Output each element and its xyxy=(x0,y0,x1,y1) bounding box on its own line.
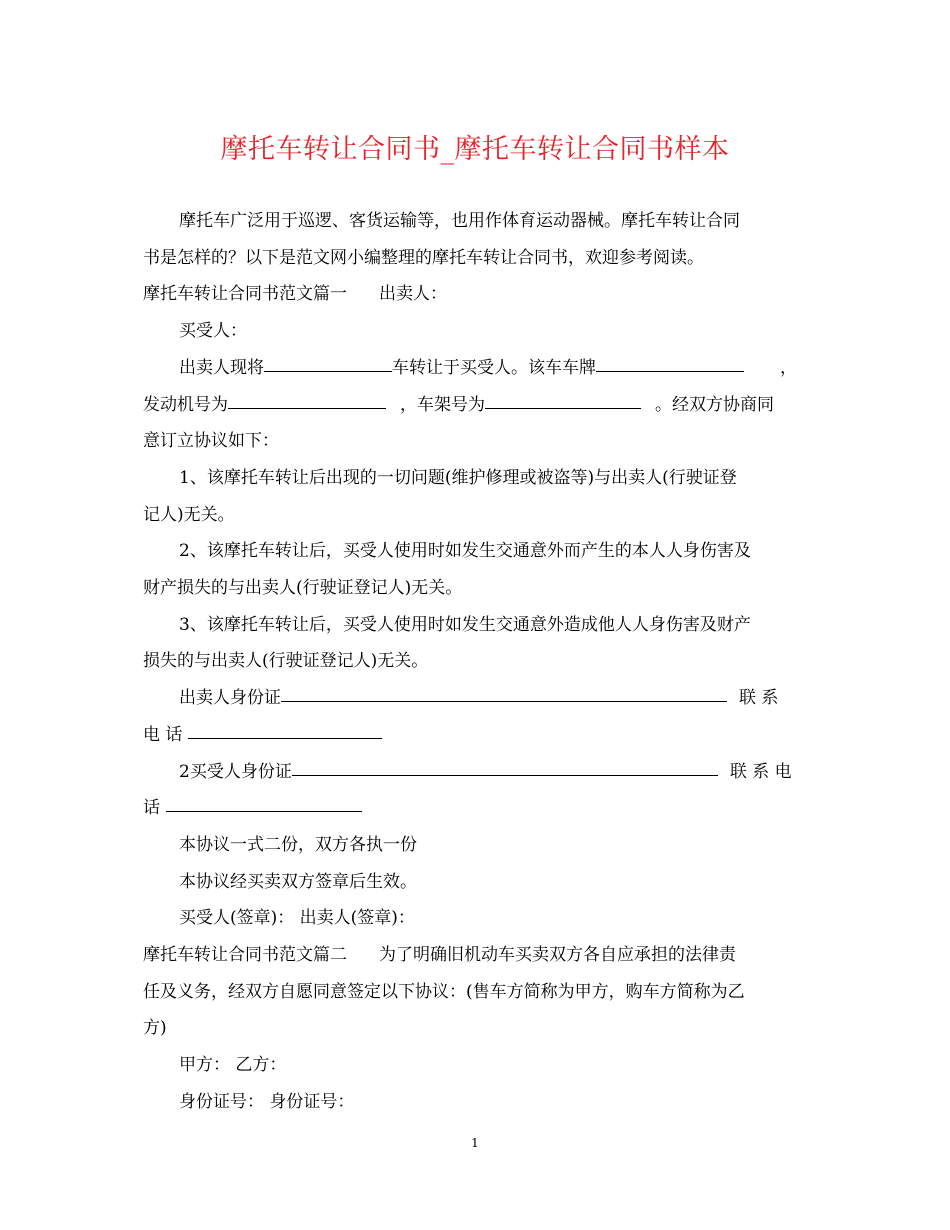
sample2-heading: 摩托车转让合同书范文篇二 xyxy=(143,945,347,966)
sample2-intro-line-1 xyxy=(143,937,807,974)
seller-id-label: 出卖人身份证 xyxy=(179,688,281,709)
vehicle-blank xyxy=(264,370,392,372)
seller-id-blank xyxy=(281,700,727,702)
transfer-text-a: 出卖人现将 xyxy=(179,357,264,378)
transfer-text-c: ， xyxy=(780,357,797,378)
signature-line: 买受人(签章)： 出卖人(签章)： xyxy=(179,908,415,929)
buyer-phone-line xyxy=(143,790,807,827)
plate-blank xyxy=(596,370,744,372)
clause-3-line-1: 3、该摩托车转让后，买受人使用时如发生交通意外造成他人人身伤害及财产 xyxy=(179,614,751,635)
seller-label: 出卖人： xyxy=(379,284,447,305)
sample1-heading: 摩托车转让合同书范文篇一 xyxy=(143,284,347,305)
seller-id-line xyxy=(143,680,807,717)
seller-phone-label: 电 话 xyxy=(143,724,183,745)
agree-line: 意订立协议如下： xyxy=(143,431,279,452)
page-number: 1 xyxy=(471,1136,479,1150)
sample1-heading-line xyxy=(143,276,807,313)
transfer-text-b: 车转让于买受人。该车车牌 xyxy=(392,357,596,378)
sample2-text-1: 为了明确旧机动车买卖双方各自应承担的法律责 xyxy=(379,945,736,966)
copies-line: 本协议一式二份，双方各执一份 xyxy=(179,834,417,855)
engine-number-blank xyxy=(228,407,386,409)
seller-phone-blank xyxy=(188,737,382,739)
document-body xyxy=(143,203,807,1121)
buyer-id-blank xyxy=(292,774,718,776)
transfer-end: 。经双方协商同 xyxy=(655,394,774,415)
sample2-intro-line-2: 任及义务，经双方自愿同意签定以下协议：(售车方简称为甲方，购车方简称为乙 xyxy=(143,981,745,1002)
clause-1-line-1: 1、该摩托车转让后出现的一切问题(维护修理或被盗等)与出卖人(行驶证登 xyxy=(179,467,737,488)
buyer-contact-label: 联 系 电 xyxy=(729,761,792,782)
document-title: 摩托车转让合同书_摩托车转让合同书样本 xyxy=(220,134,730,165)
transfer-line-2 xyxy=(143,387,807,424)
transfer-line-1 xyxy=(143,350,807,387)
clause-1-line-2: 记人)无关。 xyxy=(143,504,235,525)
effective-line: 本协议经买卖双方签章后生效。 xyxy=(179,871,417,892)
engine-label: 发动机号为 xyxy=(143,394,228,415)
buyer-label: 买受人： xyxy=(179,321,247,342)
clause-2-line-2: 财产损失的与出卖人(行驶证登记人)无关。 xyxy=(143,578,463,599)
buyer-id-label: 2买受人身份证 xyxy=(179,761,292,782)
buyer-phone-blank xyxy=(166,810,362,812)
buyer-phone-label: 话 xyxy=(143,798,160,819)
intro-line-1: 摩托车广泛用于巡逻、客货运输等，也用作体育运动器械。摩托车转让合同 xyxy=(179,211,740,231)
sample2-intro-line-3: 方) xyxy=(143,1018,167,1039)
id-number-line: 身份证号： 身份证号： xyxy=(179,1091,355,1112)
frame-number-blank xyxy=(485,407,641,409)
clause-3-line-2: 损失的与出卖人(行驶证登记人)无关。 xyxy=(143,651,429,672)
seller-phone-line xyxy=(143,717,807,754)
intro-line-2: 书是怎样的？以下是范文网小编整理的摩托车转让合同书，欢迎参考阅读。 xyxy=(143,247,704,268)
buyer-id-line xyxy=(143,754,807,791)
parties-line: 甲方： 乙方： xyxy=(179,1055,287,1076)
frame-label: ，车架号为 xyxy=(400,394,485,415)
seller-contact-label: 联 系 xyxy=(739,688,779,709)
clause-2-line-1: 2、该摩托车转让后，买受人使用时如发生交通意外而产生的本人人身伤害及 xyxy=(179,541,751,562)
